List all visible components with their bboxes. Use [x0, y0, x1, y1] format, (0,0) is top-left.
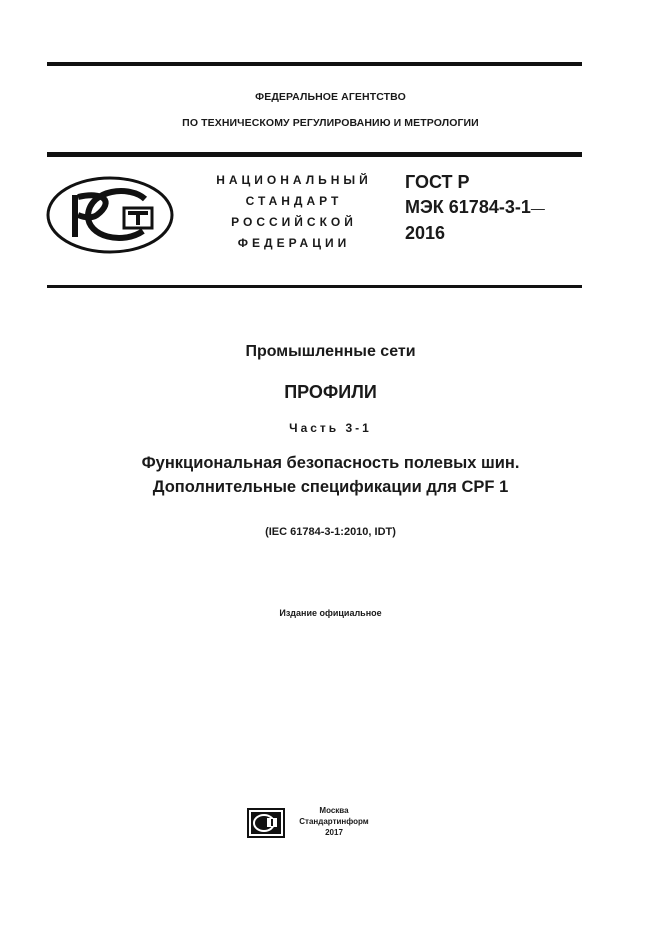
title-main: Промышленные сети: [245, 343, 416, 360]
designation-dash: —: [530, 199, 545, 216]
title-rule: [47, 285, 582, 288]
agency-line-2: ПО ТЕХНИЧЕСКОМУ РЕГУЛИРОВАНИЮ И МЕТРОЛОГИИ: [182, 117, 479, 129]
standard-type-line-4: ФЕДЕРАЦИИ: [237, 236, 351, 250]
publisher-year: 2017: [325, 828, 343, 837]
publisher-name: Стандартинформ: [299, 817, 369, 826]
designation-line-2: МЭК 61784-3-1: [405, 197, 531, 217]
standard-type-line-1: НАЦИОНАЛЬНЫЙ: [216, 173, 372, 187]
designation-line-1: ГОСТ Р: [405, 172, 470, 192]
agency-line-1: ФЕДЕРАЛЬНОЕ АГЕНТСТВО: [255, 91, 406, 103]
title-reference: (IEC 61784-3-1:2010, IDT): [265, 526, 396, 538]
designation-line-3: 2016: [405, 222, 446, 243]
standard-type: [205, 170, 383, 254]
header-rule: [47, 152, 582, 157]
standard-type-line-3: РОССИЙСКОЙ: [231, 215, 357, 229]
standard-type-line-2: СТАНДАРТ: [245, 194, 343, 208]
standard-designation: [405, 170, 545, 246]
gost-r-certification-mark-icon: [45, 175, 175, 255]
title-part: Часть 3-1: [289, 421, 372, 435]
title-sub: ПРОФИЛИ: [284, 382, 377, 402]
top-rule: [47, 62, 582, 66]
title-name-line-2: Дополнительные спецификации для CPF 1: [152, 478, 509, 496]
publisher-city: Москва: [319, 806, 349, 815]
publisher-info: [292, 805, 376, 838]
edition-label: Издание официальное: [279, 608, 382, 618]
title-name-line-1: Функциональная безопасность полевых шин.: [141, 454, 520, 472]
standartinform-logo-icon: [247, 808, 285, 838]
